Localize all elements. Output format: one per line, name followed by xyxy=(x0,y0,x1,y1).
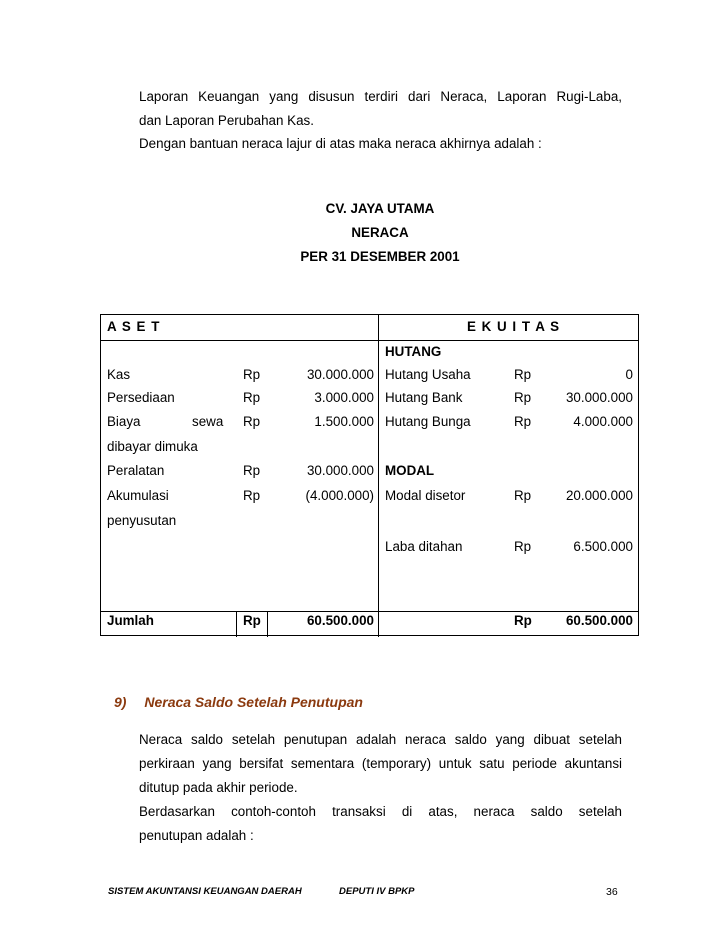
total-col-divider-left xyxy=(236,611,237,637)
asset-persediaan-currency: Rp xyxy=(243,390,261,405)
intro-line-2: dan Laporan Perubahan Kas. xyxy=(139,113,314,128)
section-9-p1-line-2: perkiraan yang bersifat sementara (temporary) untuk satu periode akuntansi xyxy=(139,756,622,771)
asset-peralatan-label: Peralatan xyxy=(107,463,165,478)
balance-sheet-table xyxy=(100,314,639,636)
total-currency-right: Rp xyxy=(514,613,532,628)
asset-peralatan-currency: Rp xyxy=(243,463,261,478)
section-9-p1-line-3: ditutup pada akhir periode. xyxy=(139,780,298,795)
section-9-title: Neraca Saldo Setelah Penutupan xyxy=(144,694,363,710)
header-ekuitas: E K U I T A S xyxy=(467,319,561,334)
equity-modal-disetor-currency: Rp xyxy=(514,488,532,503)
center-divider xyxy=(378,315,379,637)
asset-peralatan-value: 30.000.000 xyxy=(306,463,374,478)
equity-modal-disetor-label: Modal disetor xyxy=(385,488,466,503)
asset-akumulasi-label-a: Akumulasi xyxy=(107,488,169,503)
equity-laba-ditahan-currency: Rp xyxy=(514,539,532,554)
section-hutang: HUTANG xyxy=(385,344,442,359)
asset-kas-currency: Rp xyxy=(243,367,261,382)
equity-laba-ditahan-label: Laba ditahan xyxy=(385,539,463,554)
header-divider xyxy=(101,340,638,341)
equity-hutang-bunga-value: 4.000.000 xyxy=(573,414,633,429)
total-value-left: 60.500.000 xyxy=(306,613,374,628)
asset-biaya-label-b: sewa xyxy=(192,414,224,429)
asset-biaya-value: 1.500.000 xyxy=(314,414,374,429)
section-9-number: 9) xyxy=(114,694,127,710)
total-col-divider-left-2 xyxy=(267,611,268,637)
footer-middle: DEPUTI IV BPKP xyxy=(339,886,415,897)
equity-hutang-usaha-label: Hutang Usaha xyxy=(385,367,471,382)
equity-hutang-usaha-value: 0 xyxy=(625,367,633,382)
header-aset: A S E T xyxy=(107,319,161,334)
asset-kas-label: Kas xyxy=(107,367,131,382)
equity-hutang-bank-label: Hutang Bank xyxy=(385,390,463,405)
section-modal: MODAL xyxy=(385,463,435,478)
asset-persediaan-value: 3.000.000 xyxy=(314,390,374,405)
section-9-p2-line-1: Berdasarkan contoh-contoh transaksi di atas, neraca saldo setelah xyxy=(139,804,622,819)
asset-akumulasi-currency: Rp xyxy=(243,488,261,503)
equity-hutang-usaha-currency: Rp xyxy=(514,367,532,382)
page-number: 36 xyxy=(606,886,618,898)
total-value-right: 60.500.000 xyxy=(565,613,633,628)
section-9-p1-line-1: Neraca saldo setelah penutupan adalah neraca saldo yang dibuat setelah xyxy=(139,732,622,747)
total-divider xyxy=(101,611,638,612)
intro-line-1: Laporan Keuangan yang disusun terdiri dari Neraca, Laporan Rugi-Laba, xyxy=(139,89,622,104)
equity-hutang-bank-currency: Rp xyxy=(514,390,532,405)
equity-hutang-bunga-label: Hutang Bunga xyxy=(385,414,471,429)
asset-biaya-currency: Rp xyxy=(243,414,261,429)
section-9-heading xyxy=(114,694,363,710)
total-label: Jumlah xyxy=(107,613,154,628)
equity-hutang-bunga-currency: Rp xyxy=(514,414,532,429)
asset-akumulasi-value: (4.000.000) xyxy=(305,488,374,503)
asset-biaya-label-c: dibayar dimuka xyxy=(107,439,198,454)
equity-hutang-bank-value: 30.000.000 xyxy=(565,390,633,405)
intro-line-3: Dengan bantuan neraca lajur di atas maka neraca akhirnya adalah : xyxy=(139,136,542,151)
asset-biaya-label-a: Biaya xyxy=(107,414,141,429)
company-name: CV. JAYA UTAMA xyxy=(325,201,435,216)
asset-persediaan-label: Persediaan xyxy=(107,390,175,405)
asset-kas-value: 30.000.000 xyxy=(306,367,374,382)
footer-left: SISTEM AKUNTANSI KEUANGAN DAERAH xyxy=(108,886,302,897)
asset-akumulasi-label-b: penyusutan xyxy=(107,513,177,528)
report-title: NERACA xyxy=(351,225,409,240)
total-currency-left: Rp xyxy=(243,613,261,628)
section-9-p2-line-2: penutupan adalah : xyxy=(139,828,254,843)
equity-laba-ditahan-value: 6.500.000 xyxy=(573,539,633,554)
report-date: PER 31 DESEMBER 2001 xyxy=(300,249,460,264)
equity-modal-disetor-value: 20.000.000 xyxy=(565,488,633,503)
